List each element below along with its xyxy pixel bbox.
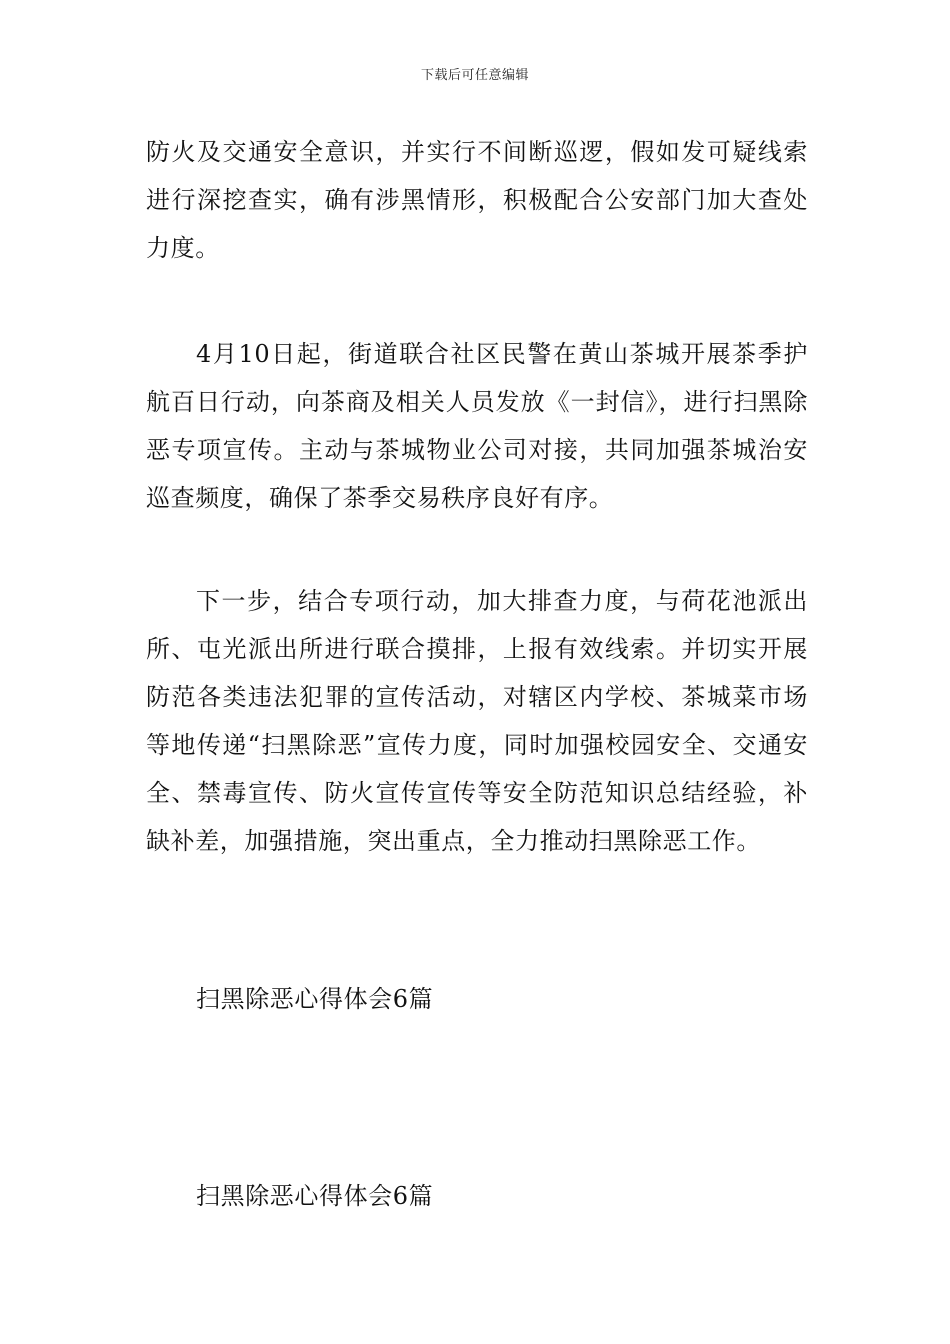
section-heading-1: 扫黑除恶心得体会6篇 — [196, 985, 434, 1013]
page-header-note: 下载后可任意编辑 — [420, 68, 529, 83]
paragraph-2: 4月10日起，街道联合社区民警在黄山茶城开展茶季护航百日行动，向茶商及相关人员发放《一封信》，进行扫黑除恶专项宣传。主动与茶城物业公司对接，共同加强茶城治安巡查频度，确保了茶季交易秩序良好有序。 — [146, 340, 808, 512]
paragraph-1: 防火及交通安全意识，并实行不间断巡逻，假如发可疑线索进行深挖查实，确有涉黑情形，积极配合公安部门加大查处力度。 — [146, 138, 808, 262]
paragraph-3: 下一步，结合专项行动，加大排查力度，与荷花池派出所、屯光派出所进行联合摸排，上报有效线索。并切实开展防范各类违法犯罪的宣传活动，对辖区内学校、茶城菜市场等地传递“扫黑除恶”宣传力度，同时加强校园安全、交通安全、禁毒宣传、防火宣传宣传等安全防范知识总结经验，补缺补差，加强措施，突出重点，全力推动扫黑除恶工作。 — [146, 587, 808, 855]
section-heading-2: 扫黑除恶心得体会6篇 — [196, 1182, 434, 1210]
